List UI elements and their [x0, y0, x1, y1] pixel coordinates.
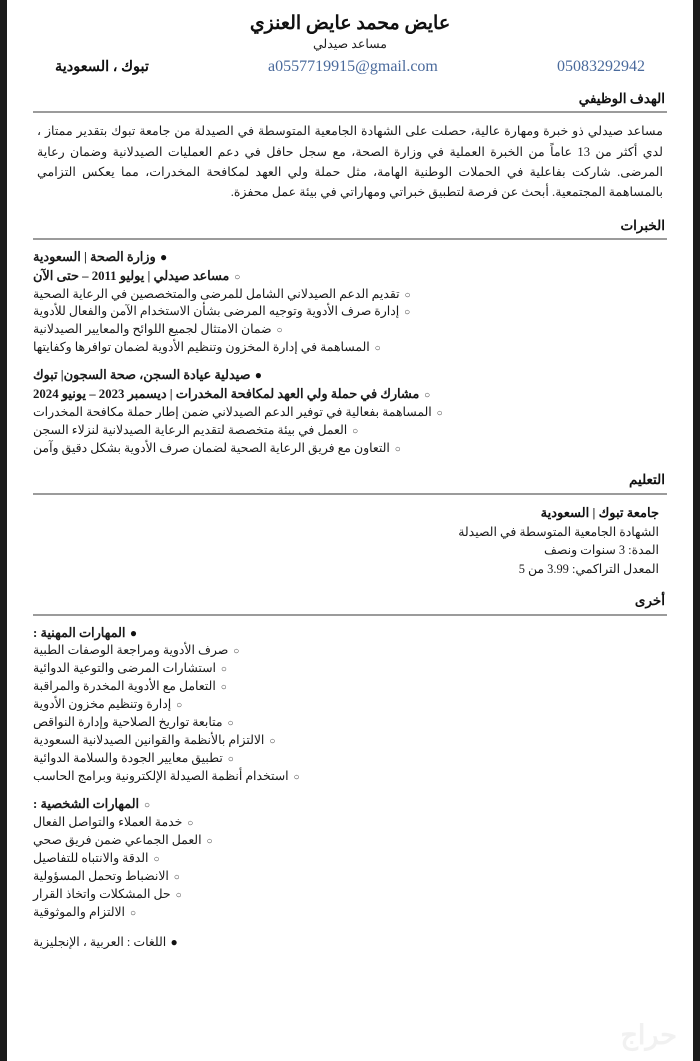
- section-title-education: التعليم: [629, 472, 665, 488]
- skill-row: [33, 660, 667, 678]
- experience-role-row: [33, 267, 667, 286]
- bullet-disc-icon: ●: [160, 250, 168, 265]
- skill-row: [33, 750, 667, 768]
- bullet-circle-icon: ○: [144, 800, 151, 812]
- experience-item: [33, 248, 667, 357]
- education-degree: الشهادة الجامعية المتوسطة في الصيدلة: [458, 524, 659, 539]
- bullet-circle-icon: ○: [129, 907, 137, 919]
- section-objective: [33, 90, 667, 203]
- bullet-disc-icon: ●: [170, 934, 178, 949]
- section-education: [33, 471, 667, 578]
- bullet-circle-icon: ○: [374, 343, 381, 355]
- bullet-circle-icon: ○: [293, 772, 300, 784]
- skill-row: [33, 678, 667, 696]
- bullet-circle-icon: ○: [269, 736, 276, 748]
- skill-item: العمل الجماعي ضمن فريق صحي: [33, 832, 202, 847]
- experience-role: مشارك في حملة ولي العهد لمكافحة المخدرات | ديسمبر 2023 – يونيو 2024: [33, 386, 420, 401]
- skill-item: حل المشكلات واتخاذ القرار: [33, 886, 171, 901]
- experience-duty: تقديم الدعم الصيدلاني الشامل للمرضى والمتخصصين في الرعاية الصحية: [33, 286, 400, 301]
- section-other: [33, 592, 667, 951]
- bullet-circle-icon: ○: [233, 646, 240, 658]
- contact-email[interactable]: a0557719915@gmail.com: [268, 57, 438, 75]
- experience-duty-row: [33, 339, 667, 357]
- education-school: جامعة تبوك | السعودية: [540, 505, 659, 521]
- section-title-objective: الهدف الوظيفي: [578, 90, 665, 106]
- education-duration: المدة: 3 سنوات ونصف: [544, 543, 659, 558]
- bullet-circle-icon: ○: [173, 871, 180, 883]
- section-divider: [33, 111, 667, 113]
- bullet-circle-icon: ○: [176, 700, 183, 712]
- skill-item: الالتزام والموثوقية: [33, 904, 125, 919]
- experience-list: [33, 248, 667, 457]
- bullet-circle-icon: ○: [234, 271, 241, 283]
- experience-duty-row: [33, 440, 667, 458]
- skills-heading-row: [33, 795, 667, 814]
- skills-heading: المهارات الشخصية :: [33, 797, 140, 812]
- bullet-circle-icon: ○: [276, 325, 283, 337]
- bullet-circle-icon: ○: [153, 853, 160, 865]
- bullet-circle-icon: ○: [424, 389, 431, 401]
- experience-company-row: [33, 366, 667, 385]
- bullet-circle-icon: ○: [187, 817, 194, 829]
- bullet-circle-icon: ○: [227, 754, 234, 766]
- section-title-other: أخرى: [634, 593, 665, 609]
- skill-row: [33, 832, 667, 850]
- languages-row: [33, 934, 667, 952]
- skill-item: استشارات المرضى والتوعية الدوائية: [33, 661, 216, 676]
- skill-item: الانضباط وتحمل المسؤولية: [33, 868, 169, 883]
- skills-heading: المهارات المهنية :: [33, 625, 126, 640]
- skill-item: التعامل مع الأدوية المخدرة والمراقبة: [33, 679, 216, 694]
- skill-row: [33, 814, 667, 832]
- skill-row: [33, 850, 667, 868]
- languages-group: [33, 934, 667, 952]
- experience-duty: التعاون مع فريق الرعاية الصحية لضمان صرف الأدوية بشكل دقيق وآمن: [33, 440, 390, 455]
- bullet-circle-icon: ○: [220, 664, 227, 676]
- bullet-circle-icon: ○: [436, 407, 443, 419]
- experience-company-row: [33, 248, 667, 267]
- section-divider: [33, 614, 667, 616]
- objective-text: مساعد صيدلي ذو خبرة ومهارة عالية، حصلت على الشهادة الجامعية المتوسطة في الصيدلة من جامعة تبوك بتقدير ممتاز ، لدي أكثر من 13 عاماً من الخبرة العملية في وزارة الصحة، مع سجل حافل في دعم العمليات الصيدلانية وضمان رعاية المرضى. شاركت بفاعلية في الحملات الوطنية الهامة، مثل حملة ولي العهد لمكافحة المخدرات، مما يعكس التزامي بالمساهمة المجتمعية. أبحث عن فرصة لتطبيق خبراتي ومهاراتي في بيئة عمل محفزة.: [37, 124, 664, 200]
- skill-item: خدمة العملاء والتواصل الفعال: [33, 814, 183, 829]
- experience-duty-row: [33, 404, 667, 422]
- bullet-circle-icon: ○: [175, 889, 182, 901]
- watermark: حراج: [620, 1020, 677, 1050]
- experience-item: [33, 366, 667, 457]
- skill-row: [33, 732, 667, 750]
- experience-role: مساعد صيدلي | يوليو 2011 – حتى الآن: [33, 268, 230, 283]
- section-title-experience: الخبرات: [620, 217, 665, 233]
- experience-duty-row: [33, 303, 667, 321]
- experience-duty-row: [33, 422, 667, 440]
- education-entry: [33, 503, 667, 578]
- skills-group-personal: [33, 795, 667, 921]
- bullet-circle-icon: ○: [404, 307, 411, 319]
- section-experience: [33, 217, 667, 458]
- section-divider: [33, 493, 667, 495]
- skill-item: متابعة تواريخ الصلاحية وإدارة النواقص: [33, 715, 223, 730]
- bullet-circle-icon: ○: [220, 682, 227, 694]
- skill-item: الدقة والانتباه للتفاصيل: [33, 850, 149, 865]
- skill-item: الالتزام بالأنظمة والقوانين الصيدلانية السعودية: [33, 733, 265, 748]
- skill-row: [33, 768, 667, 786]
- experience-duty: ضمان الامتثال لجميع اللوائح والمعايير الصيدلانية: [33, 322, 272, 337]
- cv-header: [33, 0, 667, 76]
- languages-text: اللغات : العربية ، الإنجليزية: [33, 934, 167, 949]
- contact-row: [33, 58, 667, 76]
- skills-group-professional: [33, 624, 667, 786]
- skill-item: صرف الأدوية ومراجعة الوصفات الطبية: [33, 643, 229, 658]
- bullet-circle-icon: ○: [206, 835, 213, 847]
- other-list: [33, 624, 667, 952]
- experience-duty: إدارة صرف الأدوية وتوجيه المرضى بشأن الاستخدام الآمن والفعال للأدوية: [33, 304, 400, 319]
- education-gpa: المعدل التراكمي: 3.99 من 5: [518, 561, 659, 576]
- skill-item: استخدام أنظمة الصيدلة الإلكترونية وبرامج الحاسب: [33, 769, 289, 784]
- bullet-circle-icon: ○: [404, 289, 411, 301]
- bullet-circle-icon: ○: [227, 718, 234, 730]
- skill-row: [33, 886, 667, 904]
- page-title: عايض محمد عايض العنزي: [249, 13, 451, 34]
- bullet-circle-icon: ○: [352, 425, 359, 437]
- experience-duty: المساهمة في إدارة المخزون وتنظيم الأدوية لضمان توافرها وكفايتها: [33, 340, 370, 355]
- bullet-circle-icon: ○: [394, 443, 401, 455]
- experience-duty: المساهمة بفعالية في توفير الدعم الصيدلاني ضمن إطار حملة مكافحة المخدرات: [33, 404, 432, 419]
- contact-phone[interactable]: 05083292942: [557, 57, 645, 75]
- bullet-disc-icon: ●: [254, 368, 263, 383]
- bullet-disc-icon: ●: [129, 625, 138, 640]
- experience-role-row: [33, 385, 667, 404]
- skills-heading-row: [33, 624, 667, 643]
- experience-duty-row: [33, 286, 667, 304]
- skill-row: [33, 868, 667, 886]
- cv-content: [7, 0, 693, 1061]
- skill-item: إدارة وتنظيم مخزون الأدوية: [33, 697, 172, 712]
- experience-company: وزارة الصحة | السعودية: [33, 250, 156, 265]
- skill-row: [33, 642, 667, 660]
- experience-company: صيدلية عيادة السجن، صحة السجون| تبوك: [33, 368, 251, 383]
- skill-row: [33, 696, 667, 714]
- experience-duty: العمل في بيئة متخصصة لتقديم الرعاية الصيدلانية لنزلاء السجن: [33, 422, 348, 437]
- contact-location: تبوك ، السعودية: [55, 58, 149, 75]
- header-role: مساعد صيدلي: [313, 36, 387, 51]
- skill-row: [33, 714, 667, 732]
- experience-duty-row: [33, 321, 667, 339]
- skill-item: تطبيق معايير الجودة والسلامة الدوائية: [33, 751, 223, 766]
- section-divider: [33, 238, 667, 240]
- skill-row: [33, 904, 667, 922]
